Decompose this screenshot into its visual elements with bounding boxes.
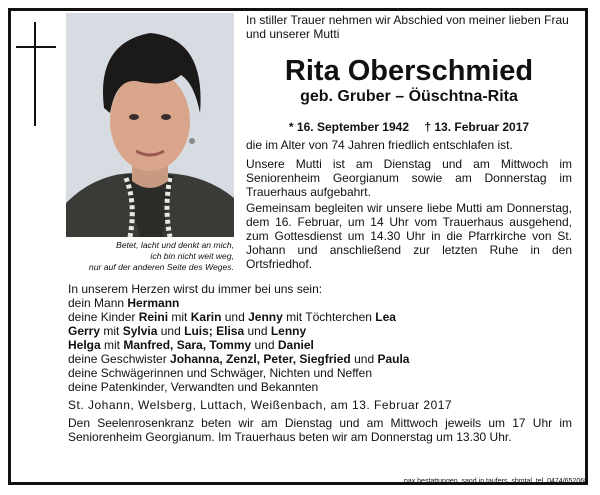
family-heading: In unserem Herzen wirst du immer bei uns sein: [68, 282, 323, 296]
death-date: † 13. Februar 2017 [424, 120, 530, 134]
family-text: und [157, 324, 185, 338]
funeral-text: Gemeinsam begleiten wir unsere liebe Mutti am Donnerstag, dem 16. Februar, um 14 Uhr vom Trauerhaus ausgehend, zum Gottesdienst um 14.30 Uhr in die Pfarrkirche von St. Johann und anschließend zur letzten Ruhe in den Ortsfriedhof. [246, 201, 572, 271]
rosary-text: Den Seelenrosenkranz beten wir am Dienstag und am Mittwoch jeweils um 17 Uhr im Seniorenheim Georgianum. Im Trauerhaus beten wir am Donnerstag um 13.30 Uhr. [68, 416, 572, 444]
intro-text: In stiller Trauer nehmen wir Abschied von meiner lieben Frau und unserer Mutti [246, 13, 569, 41]
lying-in-state-text: Unsere Mutti ist am Dienstag und am Mittwoch im Seniorenheim Georgianum sowie am Donnerstag im Trauerhaus aufgebahrt. [246, 157, 572, 199]
family-text: dein Mann [68, 296, 128, 310]
family-children-3 [68, 338, 572, 352]
family-text: und [244, 324, 271, 338]
caption-line: Betet, lacht und denkt an mich, [116, 240, 234, 250]
family-text: und [221, 310, 249, 324]
family-text: und [350, 352, 378, 366]
family-name: Gerry [68, 324, 101, 338]
family-siblings [68, 352, 572, 366]
caption-line: nur auf der anderen Seite des Weges. [88, 262, 234, 272]
family-text: mit [168, 310, 191, 324]
family-name: Manfred, Sara, Tommy [123, 338, 252, 352]
family-text: mit [100, 338, 124, 352]
family-children-1 [68, 310, 572, 324]
caption-line: ich bin nicht weit weg, [150, 251, 234, 261]
family-text: mit [100, 324, 123, 338]
family-text: deine Kinder [68, 310, 139, 324]
birth-date: * 16. September 1942 [288, 120, 409, 134]
life-dates [246, 120, 572, 134]
family-name: Daniel [277, 338, 314, 352]
family-name: Lenny [270, 324, 307, 338]
family-name: Karin [190, 310, 222, 324]
cross-icon [16, 22, 56, 126]
family-text: mit Töchterchen [282, 310, 376, 324]
family-inlaws: deine Schwägerinnen und Schwäger, Nichten und Neffen [68, 366, 372, 380]
birth-name: geb. Gruber – Öüschtna-Rita [300, 88, 518, 105]
family-name: Helga [68, 338, 101, 352]
family-name: Johanna, Zenzl, Peter, Siegfried [170, 352, 351, 366]
family-text: und [251, 338, 278, 352]
family-name: Paula [377, 352, 410, 366]
family-text: deine Geschwister [68, 352, 171, 366]
family-husband [68, 296, 572, 310]
family-godchildren: deine Patenkinder, Verwandten und Bekannten [68, 380, 319, 394]
family-name: Lea [375, 310, 396, 324]
family-name: Jenny [248, 310, 283, 324]
age-line: die im Alter von 74 Jahren friedlich entschlafen ist. [246, 138, 513, 152]
place-and-date: St. Johann, Welsberg, Luttach, Weißenbach, am 13. Februar 2017 [68, 398, 453, 412]
family-name: Luis; Elisa [184, 324, 245, 338]
funeral-home-footer: pax bestattungen, sand in taufers, shmtal, tel. 0474/652068 [403, 478, 588, 485]
family-name: Sylvia [122, 324, 158, 338]
portrait-photo [66, 13, 234, 237]
notice-text-column [246, 13, 572, 271]
photo-caption [66, 240, 234, 273]
family-name: Reini [138, 310, 169, 324]
family-name: Hermann [127, 296, 180, 310]
family-children-2 [68, 324, 572, 338]
deceased-name: Rita Oberschmied [284, 55, 534, 87]
family-section [68, 282, 572, 444]
